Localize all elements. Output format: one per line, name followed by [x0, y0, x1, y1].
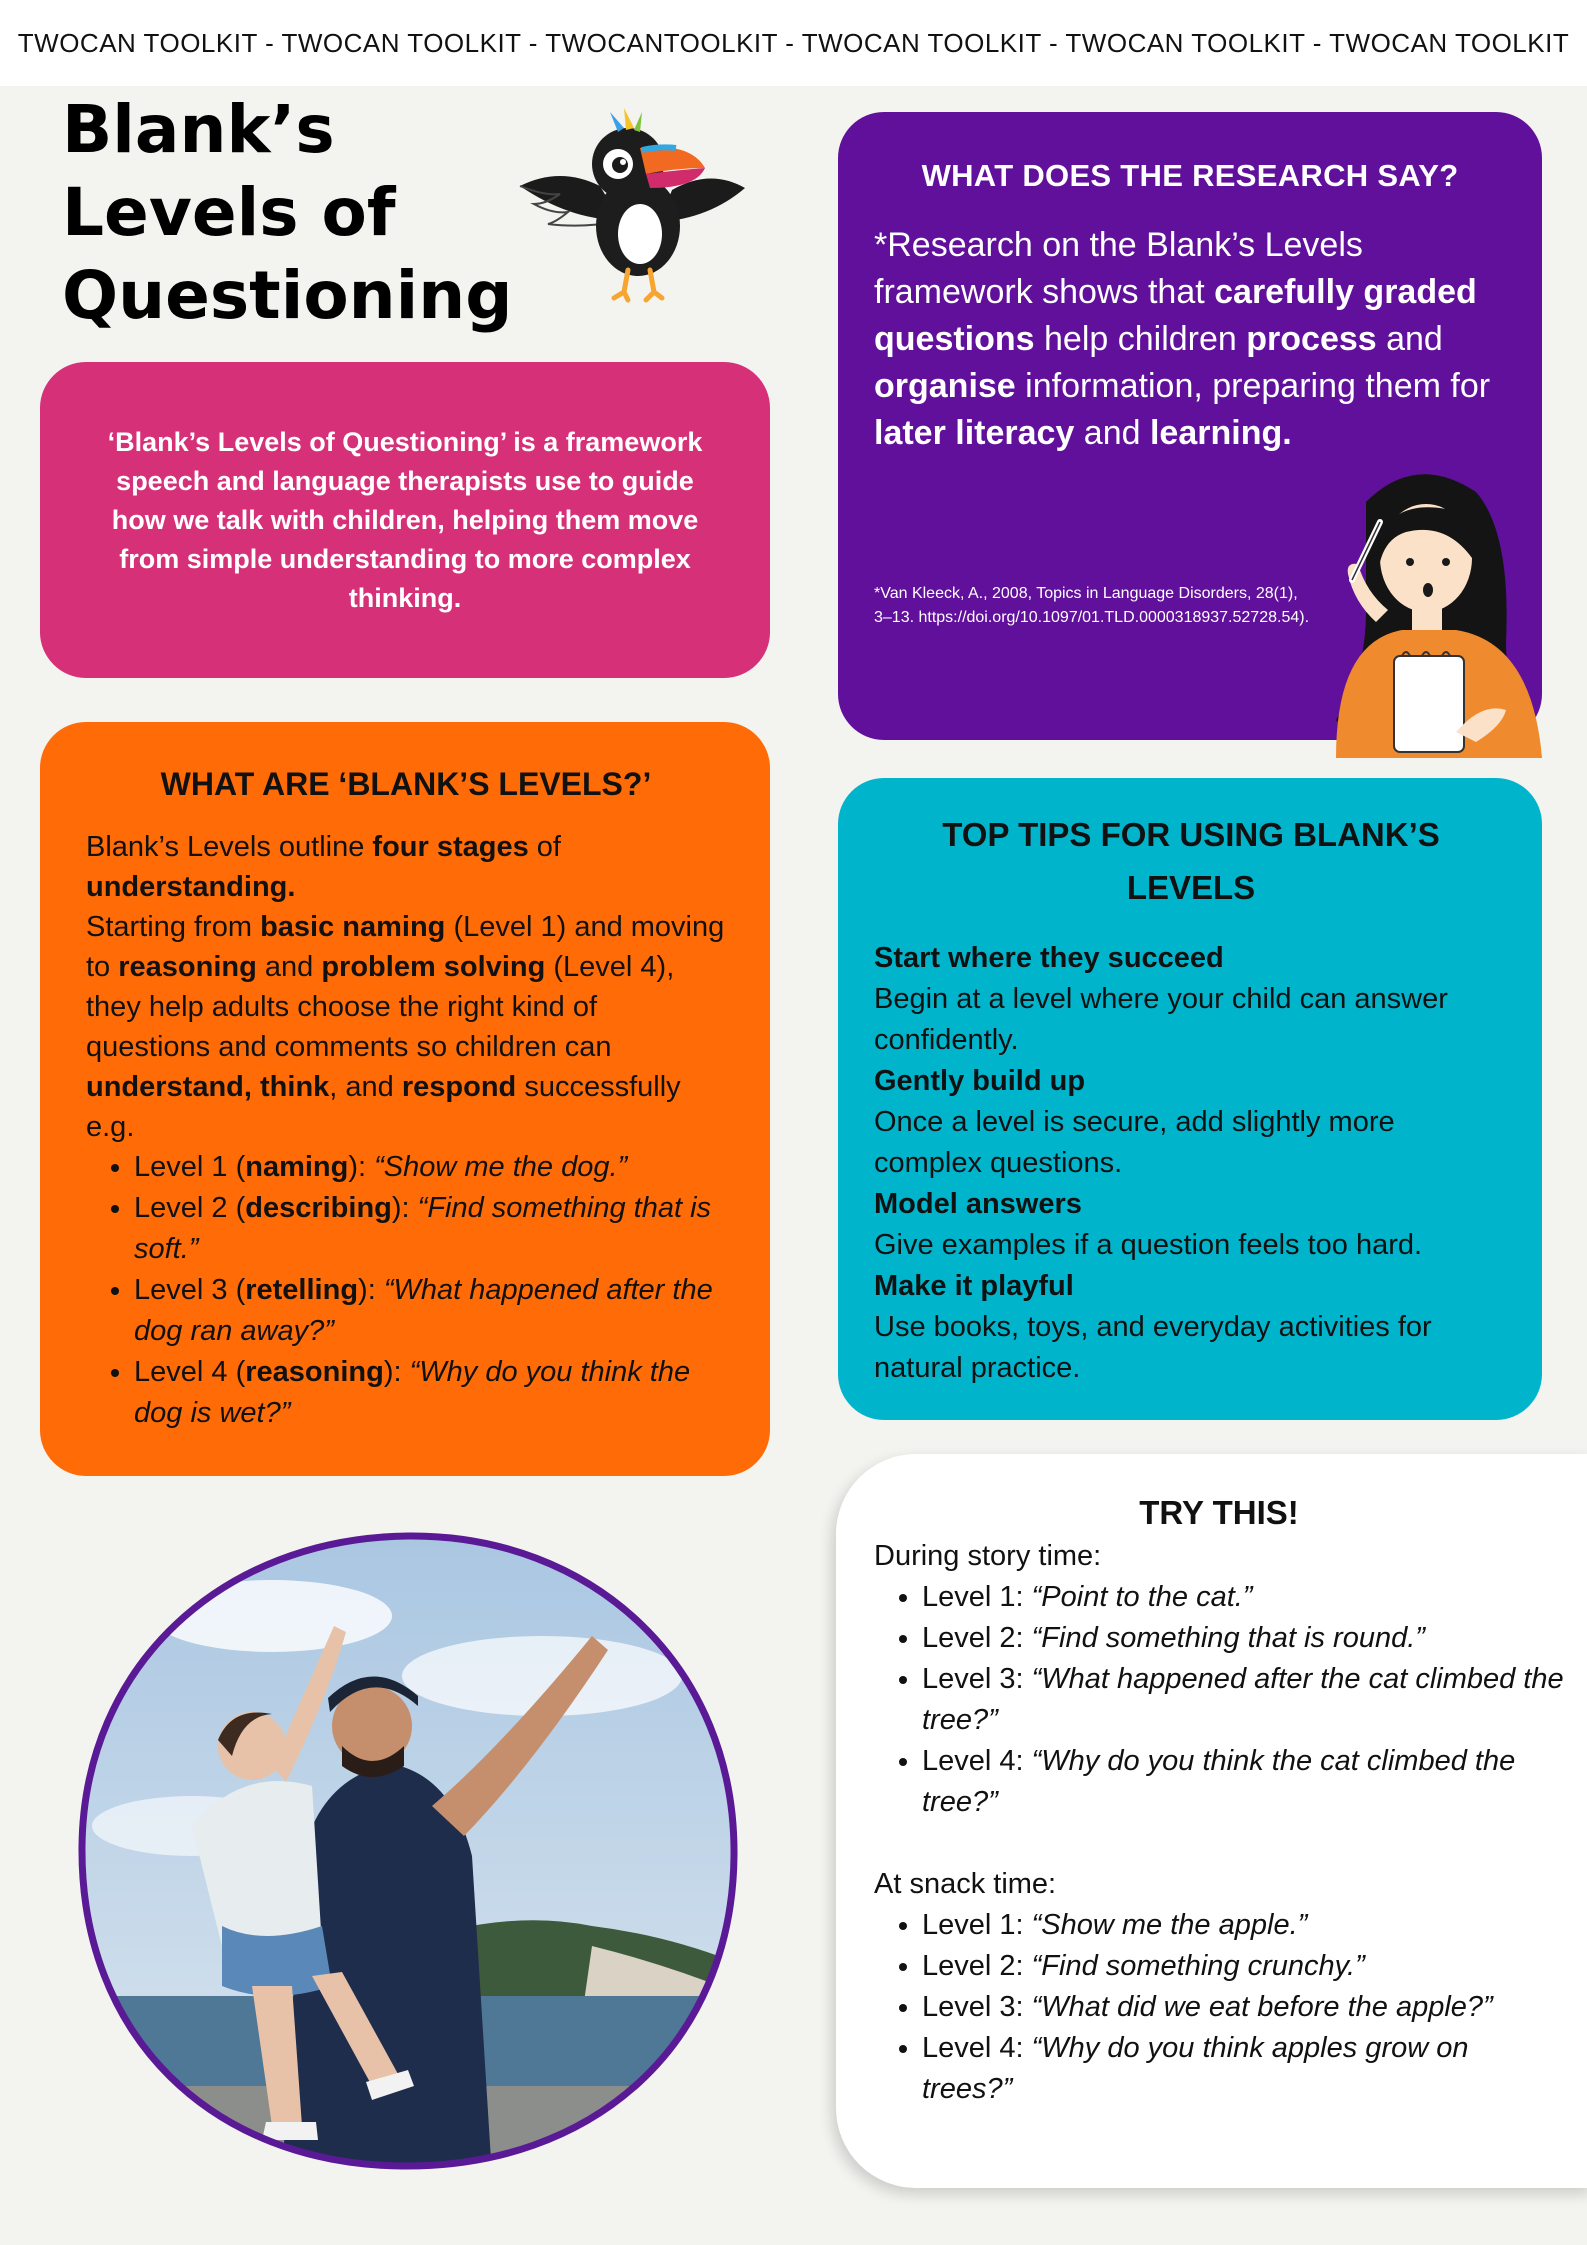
- tip-text: Begin at a level where your child can answer confidently.: [874, 983, 1448, 1056]
- tip-text: Once a level is secure, add slightly more complex questions.: [874, 1106, 1395, 1179]
- list-item: • Level 2: “Find something that is round.”: [922, 1618, 1564, 1659]
- tip-item: [874, 1184, 1508, 1266]
- snack-list: [874, 1905, 1564, 2110]
- snack-label: At snack time:: [874, 1868, 1057, 1900]
- list-item: • Level 3: “What did we eat before the apple?”: [922, 1987, 1564, 2028]
- levels-card: [40, 722, 770, 1476]
- list-item: • Level 3 (retelling): “What happened after the dog ran away?”: [134, 1270, 726, 1352]
- list-item: • Level 2: “Find something crunchy.”: [922, 1946, 1564, 1987]
- list-item: • Level 3: “What happened after the cat climbed the tree?”: [922, 1659, 1564, 1741]
- levels-list: [86, 1147, 726, 1434]
- father-child-photo: [72, 1526, 744, 2176]
- student-writing-illustration-icon: [1306, 462, 1562, 758]
- tip-item: [874, 1061, 1508, 1184]
- research-citation: *Van Kleeck, A., 2008, Topics in Language Disorders, 28(1), 3–13. https://doi.org/10.1097/01.TLD.0000318937.52728.54).: [874, 585, 1310, 626]
- title-line-2: Levels of: [62, 174, 396, 251]
- research-heading: WHAT DOES THE RESEARCH SAY?: [921, 158, 1459, 193]
- list-item: • Level 4 (reasoning): “Why do you think the dog is wet?”: [134, 1352, 726, 1434]
- try-this-card: [836, 1454, 1587, 2188]
- list-item: • Level 2 (describing): “Find something that is soft.”: [134, 1188, 726, 1270]
- tip-text: Give examples if a question feels too hard.: [874, 1229, 1423, 1261]
- tip-title: Gently build up: [874, 1065, 1086, 1097]
- tip-title: Make it playful: [874, 1270, 1074, 1302]
- intro-card: [40, 362, 770, 678]
- try-heading: TRY THIS!: [1139, 1494, 1299, 1531]
- title-line-3: Questioning: [62, 257, 513, 334]
- levels-summary: Blank’s Levels outline four stages of understanding. Starting from basic naming (Level 1) and moving to reasoning and problem solving (Level 4), they help adults choose the right kind of questions and comments so children can understand, think, and respond successfully e.g.: [86, 831, 725, 1143]
- levels-heading: WHAT ARE ‘BLANK’S LEVELS?’: [160, 766, 652, 802]
- tips-card: [838, 778, 1542, 1420]
- top-banner: TWOCAN TOOLKIT - TWOCAN TOOLKIT - TWOCANTOOLKIT - TWOCAN TOOLKIT - TWOCAN TOOLKIT - TWOCAN TOOLKIT: [0, 0, 1587, 86]
- research-summary: *Research on the Blank’s Levels framework shows that carefully graded questions help children process and organise information, preparing them for later literacy and learning.: [874, 226, 1491, 452]
- tip-title: Model answers: [874, 1188, 1082, 1220]
- story-list: [874, 1577, 1564, 1823]
- list-item: • Level 4: “Why do you think the cat climbed the tree?”: [922, 1741, 1564, 1823]
- page-title: [62, 88, 532, 337]
- toucan-mascot-icon: [500, 108, 750, 308]
- list-item: • Level 1: “Show me the apple.”: [922, 1905, 1564, 1946]
- list-item: • Level 1 (naming): “Show me the dog.”: [134, 1147, 726, 1188]
- tips-heading: TOP TIPS FOR USING BLANK’S LEVELS: [942, 816, 1440, 906]
- story-label: During story time:: [874, 1540, 1102, 1572]
- list-item: • Level 1: “Point to the cat.”: [922, 1577, 1564, 1618]
- title-line-1: Blank’s: [62, 91, 335, 168]
- intro-text: ‘Blank’s Levels of Questioning’ is a framework speech and language therapists use to guide how we talk with children, helping them move from simple understanding to more complex thinking.: [107, 426, 703, 613]
- list-item: • Level 4: “Why do you think apples grow on trees?”: [922, 2028, 1564, 2110]
- tip-text: Use books, toys, and everyday activities for natural practice.: [874, 1311, 1432, 1384]
- tip-item: [874, 1266, 1508, 1389]
- tip-item: [874, 938, 1508, 1061]
- tip-title: Start where they succeed: [874, 942, 1224, 974]
